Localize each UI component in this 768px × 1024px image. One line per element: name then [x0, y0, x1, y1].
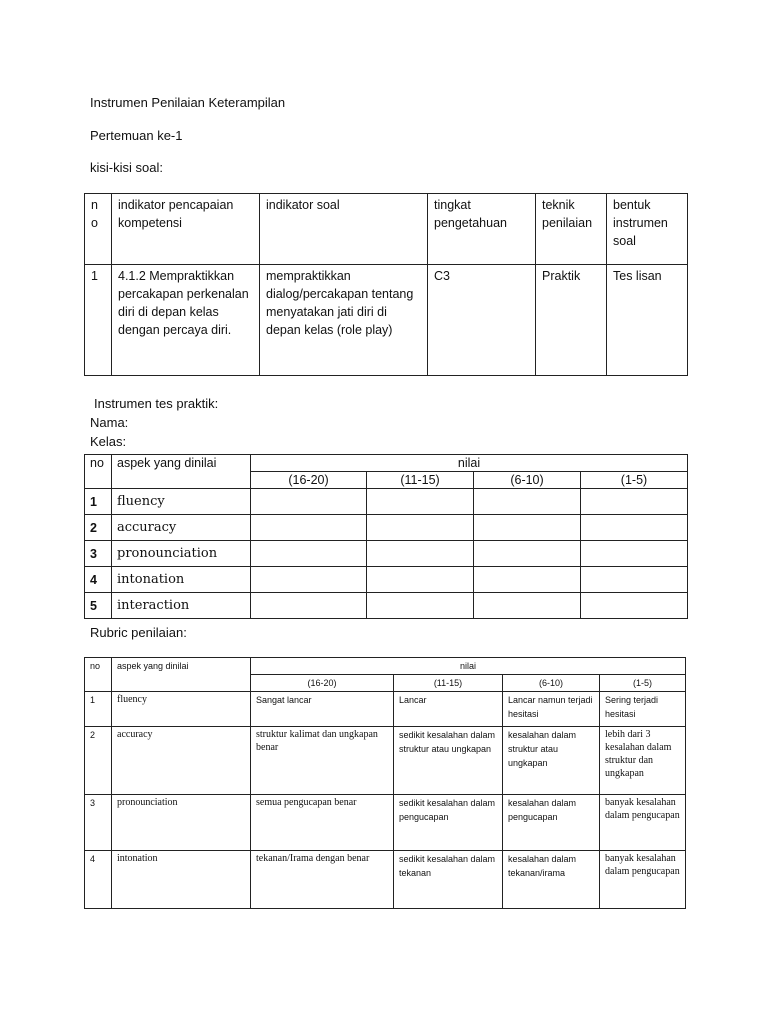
table-cell: kesalahan dalam struktur atau ungkapan [503, 727, 600, 795]
range-cell: (6-10) [503, 675, 600, 692]
score-cell[interactable] [251, 541, 367, 567]
table-row [85, 727, 686, 795]
table-cell: Praktik [536, 265, 607, 376]
row-aspect: fluency [112, 489, 251, 515]
score-cell[interactable] [581, 541, 688, 567]
range-cell: (11-15) [394, 675, 503, 692]
header-cell-indikator-soal: indikator soal [260, 194, 428, 265]
header-cell-indikator-pencapaian: indikator pencapaian kompetensi [112, 194, 260, 265]
score-cell[interactable] [367, 515, 474, 541]
range-cell: (16-20) [251, 472, 367, 489]
header-cell-no: n o [85, 194, 112, 265]
table-cell: sedikit kesalahan dalam struktur atau ungkapan [394, 727, 503, 795]
document-title: Instrumen Penilaian Keterampilan [90, 95, 286, 110]
header-cell-aspect: aspek yang dinilai [112, 455, 251, 489]
score-cell[interactable] [581, 515, 688, 541]
table-row [85, 541, 688, 567]
score-cell[interactable] [251, 489, 367, 515]
score-cell[interactable] [474, 567, 581, 593]
table-header-row [85, 455, 688, 472]
class-label: Kelas: [90, 434, 127, 449]
row-number: 4 [85, 567, 112, 593]
row-aspect: pronounciation [112, 541, 251, 567]
row-number: 2 [85, 727, 112, 795]
practice-title: Instrumen tes praktik: [94, 396, 219, 411]
row-number: 5 [85, 593, 112, 619]
table-cell: sedikit kesalahan dalam tekanan [394, 851, 503, 909]
table-row [85, 851, 686, 909]
table-cell: mempraktikkan dialog/percakapan tentang menyatakan jati diri di depan kelas (role play) [260, 265, 428, 376]
row-number: 1 [85, 692, 112, 727]
table-cell: kesalahan dalam pengucapan [503, 795, 600, 851]
table-cell: Sering terjadi hesitasi [600, 692, 686, 727]
header-cell-no: no [85, 658, 112, 692]
table-row [85, 567, 688, 593]
table-row [85, 795, 686, 851]
meeting-label: Pertemuan ke-1 [90, 128, 183, 143]
table-cell: lebih dari 3 kesalahan dalam struktur dan ungkapan [600, 727, 686, 795]
table-row [85, 692, 686, 727]
table-cell: sedikit kesalahan dalam pengucapan [394, 795, 503, 851]
row-aspect: pronounciation [112, 795, 251, 851]
table-row [85, 489, 688, 515]
row-aspect: intonation [112, 567, 251, 593]
score-cell[interactable] [251, 515, 367, 541]
range-cell: (1-5) [581, 472, 688, 489]
score-cell[interactable] [367, 567, 474, 593]
range-cell: (11-15) [367, 472, 474, 489]
table-cell: kesalahan dalam tekanan/irama [503, 851, 600, 909]
table-cell: Sangat lancar [251, 692, 394, 727]
grid-label: kisi-kisi soal: [90, 160, 163, 175]
score-cell[interactable] [251, 567, 367, 593]
table-cell: Lancar namun terjadi hesitasi [503, 692, 600, 727]
table-row [85, 265, 688, 376]
header-cell-score: nilai [251, 658, 686, 675]
table-cell: Tes lisan [607, 265, 688, 376]
score-cell[interactable] [581, 593, 688, 619]
row-number: 3 [85, 541, 112, 567]
table-cell: 1 [85, 265, 112, 376]
table-cell: banyak kesalahan dalam pengucapan [600, 851, 686, 909]
score-cell[interactable] [581, 567, 688, 593]
header-cell-no: no [85, 455, 112, 489]
name-label: Nama: [90, 415, 129, 430]
table-cell: Lancar [394, 692, 503, 727]
kisi-kisi-table [84, 193, 688, 376]
rubric-table [84, 657, 686, 909]
row-aspect: accuracy [112, 515, 251, 541]
range-cell: (6-10) [474, 472, 581, 489]
table-cell: tekanan/Irama dengan benar [251, 851, 394, 909]
score-cell[interactable] [474, 489, 581, 515]
score-cell[interactable] [474, 541, 581, 567]
table-header-row [85, 194, 688, 265]
range-cell: (1-5) [600, 675, 686, 692]
score-cell[interactable] [367, 541, 474, 567]
practice-table [84, 454, 688, 619]
header-cell-bentuk-instrumen: bentuk instrumen soal [607, 194, 688, 265]
row-number: 3 [85, 795, 112, 851]
header-cell-tingkat-pengetahuan: tingkat pengetahuan [428, 194, 536, 265]
table-cell: semua pengucapan benar [251, 795, 394, 851]
header-cell-score: nilai [251, 455, 688, 472]
score-cell[interactable] [367, 489, 474, 515]
row-number: 4 [85, 851, 112, 909]
header-cell-aspect: aspek yang dinilai [112, 658, 251, 692]
table-cell: struktur kalimat dan ungkapan benar [251, 727, 394, 795]
table-cell: 4.1.2 Mempraktikkan percakapan perkenalan diri di depan kelas dengan percaya diri. [112, 265, 260, 376]
header-cell-teknik-penilaian: teknik penilaian [536, 194, 607, 265]
range-cell: (16-20) [251, 675, 394, 692]
score-cell[interactable] [474, 593, 581, 619]
row-number: 1 [85, 489, 112, 515]
score-cell[interactable] [581, 489, 688, 515]
table-row [85, 515, 688, 541]
table-header-row [85, 658, 686, 675]
row-aspect: accuracy [112, 727, 251, 795]
rubric-title: Rubric penilaian: [90, 625, 187, 640]
row-number: 2 [85, 515, 112, 541]
score-cell[interactable] [367, 593, 474, 619]
score-cell[interactable] [251, 593, 367, 619]
table-cell: banyak kesalahan dalam pengucapan [600, 795, 686, 851]
row-aspect: interaction [112, 593, 251, 619]
table-row [85, 593, 688, 619]
row-aspect: intonation [112, 851, 251, 909]
table-cell: C3 [428, 265, 536, 376]
row-aspect: fluency [112, 692, 251, 727]
score-cell[interactable] [474, 515, 581, 541]
